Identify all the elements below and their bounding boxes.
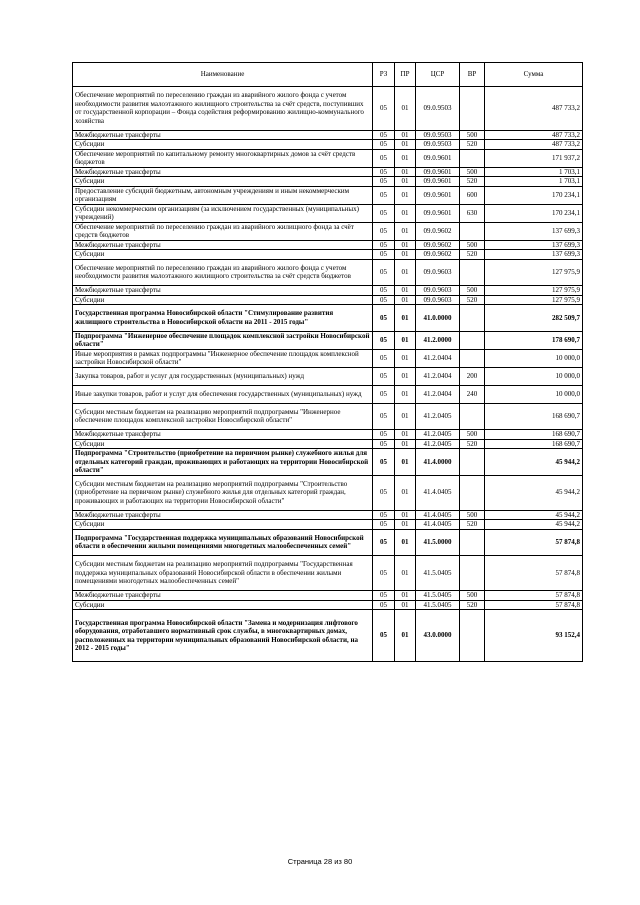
- cell-rz: 05: [373, 286, 395, 296]
- cell-name: Субсидии местным бюджетам на реализацию мероприятий подпрограммы "Строительство (приобретение на первичном рынке) служебного жилья для отдельных категорий граждан, проживающих и работающих на территории Новосибирской области": [73, 475, 373, 510]
- cell-csr: 41.4.0000: [416, 449, 460, 476]
- cell-csr: 09.0.9601: [416, 204, 460, 222]
- cell-rz: 05: [373, 295, 395, 305]
- cell-csr: 09.0.9503: [416, 87, 460, 131]
- table-row: [73, 439, 583, 449]
- cell-pr: 01: [395, 591, 416, 601]
- cell-vr: 500: [460, 130, 485, 140]
- cell-csr: 09.0.9602: [416, 240, 460, 250]
- cell-name: Межбюджетные трансферты: [73, 510, 373, 520]
- table-row: [73, 222, 583, 240]
- cell-rz: 05: [373, 331, 395, 349]
- cell-vr: 200: [460, 367, 485, 385]
- cell-name: Иные закупки товаров, работ и услуг для обеспечения государственных (муниципальных) нужд: [73, 385, 373, 403]
- table-row: [73, 295, 583, 305]
- cell-vr: 520: [460, 439, 485, 449]
- cell-rz: 05: [373, 439, 395, 449]
- cell-name: Субсидии местным бюджетам на реализацию мероприятий подпрограммы "Инженерное обеспечение площадок комплексной застройки Новосибирской области": [73, 403, 373, 430]
- cell-sum: 57 874,8: [485, 600, 583, 610]
- cell-pr: 01: [395, 385, 416, 403]
- table-header-row: [73, 63, 583, 87]
- cell-pr: 01: [395, 240, 416, 250]
- cell-sum: 178 690,7: [485, 331, 583, 349]
- table-row: [73, 600, 583, 610]
- cell-name: Межбюджетные трансферты: [73, 240, 373, 250]
- cell-name: Субсидии некоммерческим организациям (за исключением государственных (муниципальных) учреждений): [73, 204, 373, 222]
- table-row: [73, 475, 583, 510]
- cell-vr: [460, 349, 485, 367]
- cell-sum: 168 690,7: [485, 439, 583, 449]
- table-row: [73, 430, 583, 440]
- cell-csr: 09.0.9603: [416, 286, 460, 296]
- cell-name: Межбюджетные трансферты: [73, 167, 373, 177]
- cell-csr: 09.0.9503: [416, 140, 460, 150]
- cell-name: Субсидии: [73, 439, 373, 449]
- cell-rz: 05: [373, 610, 395, 662]
- table-row: [73, 259, 583, 286]
- cell-rz: 05: [373, 177, 395, 187]
- cell-sum: 282 509,7: [485, 305, 583, 332]
- cell-rz: 05: [373, 475, 395, 510]
- cell-name: Субсидии: [73, 140, 373, 150]
- cell-sum: 487 733,2: [485, 130, 583, 140]
- cell-sum: 57 874,8: [485, 591, 583, 601]
- cell-vr: [460, 331, 485, 349]
- cell-csr: 41.2.0404: [416, 385, 460, 403]
- cell-csr: 09.0.9601: [416, 167, 460, 177]
- cell-rz: 05: [373, 430, 395, 440]
- cell-sum: 10 000,0: [485, 385, 583, 403]
- cell-name: Субсидии: [73, 520, 373, 530]
- cell-vr: [460, 87, 485, 131]
- cell-name: Подпрограмма "Инженерное обеспечение площадок комплексной застройки Новосибирской области": [73, 331, 373, 349]
- cell-csr: 41.5.0000: [416, 529, 460, 556]
- cell-pr: 01: [395, 349, 416, 367]
- cell-sum: 10 000,0: [485, 349, 583, 367]
- table-row: [73, 167, 583, 177]
- cell-name: Межбюджетные трансферты: [73, 130, 373, 140]
- cell-name: Субсидии: [73, 250, 373, 260]
- cell-vr: [460, 259, 485, 286]
- cell-vr: 520: [460, 520, 485, 530]
- cell-pr: 01: [395, 331, 416, 349]
- cell-csr: 09.0.9602: [416, 222, 460, 240]
- cell-csr: 09.0.9601: [416, 149, 460, 167]
- cell-csr: 41.4.0405: [416, 510, 460, 520]
- cell-name: Обеспечение мероприятий по переселению граждан из аварийного жилищного фонда за счёт средств бюджетов: [73, 222, 373, 240]
- table-row: [73, 331, 583, 349]
- cell-sum: 127 975,9: [485, 295, 583, 305]
- table-row: [73, 250, 583, 260]
- cell-sum: 171 937,2: [485, 149, 583, 167]
- cell-sum: 1 703,1: [485, 167, 583, 177]
- table-row: [73, 186, 583, 204]
- cell-sum: 127 975,9: [485, 286, 583, 296]
- cell-vr: [460, 529, 485, 556]
- cell-sum: 168 690,7: [485, 403, 583, 430]
- table-row: [73, 204, 583, 222]
- cell-rz: 05: [373, 204, 395, 222]
- table-row: [73, 240, 583, 250]
- table-row: [73, 449, 583, 476]
- cell-pr: 01: [395, 87, 416, 131]
- cell-vr: 500: [460, 510, 485, 520]
- header-name: Наименование: [73, 63, 373, 87]
- cell-sum: 45 944,2: [485, 475, 583, 510]
- cell-sum: 127 975,9: [485, 259, 583, 286]
- cell-csr: 09.0.9601: [416, 186, 460, 204]
- cell-name: Подпрограмма "Государственная поддержка муниципальных образований Новосибирской области в обеспечении жилыми помещениями многодетных малообеспеченных семей": [73, 529, 373, 556]
- cell-sum: 45 944,2: [485, 510, 583, 520]
- header-rz: РЗ: [373, 63, 395, 87]
- cell-rz: 05: [373, 149, 395, 167]
- cell-csr: 41.2.0405: [416, 403, 460, 430]
- cell-pr: 01: [395, 475, 416, 510]
- cell-vr: 520: [460, 250, 485, 260]
- cell-csr: 09.0.9503: [416, 130, 460, 140]
- cell-vr: 520: [460, 177, 485, 187]
- cell-name: Закупка товаров, работ и услуг для государственных (муниципальных) нужд: [73, 367, 373, 385]
- cell-rz: 05: [373, 591, 395, 601]
- cell-sum: 170 234,1: [485, 204, 583, 222]
- cell-rz: 05: [373, 367, 395, 385]
- cell-rz: 05: [373, 403, 395, 430]
- cell-name: Государственная программа Новосибирской области "Замена и модернизация лифтового оборудования, отработавшего нормативный срок службы, в многоквартирных домах, расположенных на территории муниципальных образований Новосибирской области, на 2012 - 2015 годы": [73, 610, 373, 662]
- table-row: [73, 349, 583, 367]
- cell-pr: 01: [395, 520, 416, 530]
- cell-vr: [460, 403, 485, 430]
- table-body: [73, 87, 583, 662]
- cell-vr: 600: [460, 186, 485, 204]
- page-number: Страница 28 из 80: [287, 857, 353, 866]
- cell-sum: 137 699,3: [485, 250, 583, 260]
- cell-vr: [460, 475, 485, 510]
- cell-rz: 05: [373, 130, 395, 140]
- table-row: [73, 367, 583, 385]
- cell-csr: 41.0.0000: [416, 305, 460, 332]
- cell-pr: 01: [395, 204, 416, 222]
- cell-csr: 41.5.0405: [416, 556, 460, 591]
- header-sum: Сумма: [485, 63, 583, 87]
- cell-name: Обеспечение мероприятий по капитальному ремонту многоквартирных домов за счёт средств бюджетов: [73, 149, 373, 167]
- cell-pr: 01: [395, 305, 416, 332]
- cell-pr: 01: [395, 510, 416, 520]
- cell-rz: 05: [373, 600, 395, 610]
- table-row: [73, 529, 583, 556]
- cell-name: Субсидии: [73, 177, 373, 187]
- cell-pr: 01: [395, 186, 416, 204]
- table-row: [73, 591, 583, 601]
- cell-sum: 57 874,8: [485, 529, 583, 556]
- cell-pr: 01: [395, 439, 416, 449]
- cell-csr: 43.0.0000: [416, 610, 460, 662]
- cell-vr: [460, 305, 485, 332]
- table-row: [73, 403, 583, 430]
- cell-pr: 01: [395, 130, 416, 140]
- cell-csr: 09.0.9601: [416, 177, 460, 187]
- cell-csr: 41.4.0405: [416, 520, 460, 530]
- cell-name: Предоставление субсидий бюджетным, автономным учреждениям и иным некоммерческим организациям: [73, 186, 373, 204]
- cell-rz: 05: [373, 259, 395, 286]
- cell-sum: 45 944,2: [485, 520, 583, 530]
- header-vr: ВР: [460, 63, 485, 87]
- cell-pr: 01: [395, 600, 416, 610]
- cell-csr: 41.2.0405: [416, 439, 460, 449]
- cell-vr: 520: [460, 140, 485, 150]
- cell-sum: 45 944,2: [485, 449, 583, 476]
- document-page: [72, 62, 582, 662]
- cell-name: Субсидии: [73, 600, 373, 610]
- cell-pr: 01: [395, 529, 416, 556]
- table-row: [73, 140, 583, 150]
- cell-pr: 01: [395, 295, 416, 305]
- table-row: [73, 510, 583, 520]
- cell-vr: [460, 556, 485, 591]
- table-row: [73, 177, 583, 187]
- cell-name: Иные мероприятия в рамках подпрограммы "Инженерное обеспечение площадок комплексной застройки Новосибирской области": [73, 349, 373, 367]
- cell-rz: 05: [373, 167, 395, 177]
- cell-rz: 05: [373, 186, 395, 204]
- cell-vr: 520: [460, 600, 485, 610]
- cell-name: Обеспечение мероприятий по переселению граждан из аварийного жилого фонда с учетом необходимости развития малоэтажного жилищного строительства за счёт средств, поступивших от государственной корпорации – Фонда содействия реформированию жилищно-коммунального хозяйства: [73, 87, 373, 131]
- cell-csr: 09.0.9603: [416, 295, 460, 305]
- cell-name: Субсидии местным бюджетам на реализацию мероприятий подпрограммы "Государственная поддержка муниципальных образований Новосибирской области в обеспечении жилыми помещениями многодетных малообеспеченных семей": [73, 556, 373, 591]
- cell-csr: 41.2.0404: [416, 367, 460, 385]
- table-row: [73, 87, 583, 131]
- cell-pr: 01: [395, 610, 416, 662]
- cell-vr: 500: [460, 286, 485, 296]
- table-row: [73, 286, 583, 296]
- table-row: [73, 149, 583, 167]
- cell-rz: 05: [373, 349, 395, 367]
- cell-pr: 01: [395, 222, 416, 240]
- cell-pr: 01: [395, 250, 416, 260]
- cell-csr: 41.2.0405: [416, 430, 460, 440]
- table-row: [73, 520, 583, 530]
- cell-name: Государственная программа Новосибирской области "Стимулирование развития жилищного строительства в Новосибирской области на 2011 - 2015 годы": [73, 305, 373, 332]
- cell-vr: [460, 222, 485, 240]
- cell-name: Межбюджетные трансферты: [73, 286, 373, 296]
- cell-rz: 05: [373, 240, 395, 250]
- cell-rz: 05: [373, 510, 395, 520]
- cell-sum: 137 699,3: [485, 222, 583, 240]
- table-row: [73, 385, 583, 403]
- cell-name: Субсидии: [73, 295, 373, 305]
- cell-vr: 500: [460, 240, 485, 250]
- cell-csr: 09.0.9602: [416, 250, 460, 260]
- cell-rz: 05: [373, 222, 395, 240]
- header-pr: ПР: [395, 63, 416, 87]
- cell-vr: 500: [460, 167, 485, 177]
- cell-rz: 05: [373, 529, 395, 556]
- cell-csr: 41.5.0405: [416, 591, 460, 601]
- cell-pr: 01: [395, 286, 416, 296]
- header-csr: ЦСР: [416, 63, 460, 87]
- cell-pr: 01: [395, 556, 416, 591]
- cell-pr: 01: [395, 167, 416, 177]
- cell-sum: 170 234,1: [485, 186, 583, 204]
- cell-rz: 05: [373, 520, 395, 530]
- cell-vr: 500: [460, 591, 485, 601]
- cell-vr: [460, 610, 485, 662]
- cell-rz: 05: [373, 250, 395, 260]
- cell-name: Подпрограмма "Строительство (приобретение на первичном рынке) служебного жилья для отдельных категорий граждан, проживающих и работающих на территории Новосибирской области": [73, 449, 373, 476]
- table-row: [73, 130, 583, 140]
- cell-vr: 630: [460, 204, 485, 222]
- cell-vr: 240: [460, 385, 485, 403]
- cell-sum: 93 152,4: [485, 610, 583, 662]
- cell-pr: 01: [395, 177, 416, 187]
- cell-rz: 05: [373, 385, 395, 403]
- cell-vr: [460, 149, 485, 167]
- cell-vr: 500: [460, 430, 485, 440]
- table-row: [73, 305, 583, 332]
- cell-pr: 01: [395, 449, 416, 476]
- cell-sum: 168 690,7: [485, 430, 583, 440]
- cell-csr: 09.0.9603: [416, 259, 460, 286]
- cell-sum: 57 874,8: [485, 556, 583, 591]
- cell-rz: 05: [373, 556, 395, 591]
- cell-csr: 41.2.0404: [416, 349, 460, 367]
- cell-sum: 1 703,1: [485, 177, 583, 187]
- cell-pr: 01: [395, 149, 416, 167]
- table-row: [73, 610, 583, 662]
- cell-pr: 01: [395, 403, 416, 430]
- cell-sum: 487 733,2: [485, 87, 583, 131]
- cell-csr: 41.2.0000: [416, 331, 460, 349]
- cell-rz: 05: [373, 305, 395, 332]
- cell-pr: 01: [395, 140, 416, 150]
- table-row: [73, 556, 583, 591]
- cell-name: Обеспечение мероприятий по переселению граждан из аварийного жилого фонда с учетом необходимости развития малоэтажного жилищного строительства за счёт средств бюджетов: [73, 259, 373, 286]
- cell-name: Межбюджетные трансферты: [73, 430, 373, 440]
- budget-table: [72, 62, 583, 662]
- cell-sum: 487 733,2: [485, 140, 583, 150]
- cell-sum: 137 699,3: [485, 240, 583, 250]
- cell-rz: 05: [373, 449, 395, 476]
- cell-vr: 520: [460, 295, 485, 305]
- cell-rz: 05: [373, 87, 395, 131]
- cell-vr: [460, 449, 485, 476]
- cell-csr: 41.4.0405: [416, 475, 460, 510]
- cell-pr: 01: [395, 430, 416, 440]
- cell-name: Межбюджетные трансферты: [73, 591, 373, 601]
- cell-csr: 41.5.0405: [416, 600, 460, 610]
- cell-pr: 01: [395, 259, 416, 286]
- cell-rz: 05: [373, 140, 395, 150]
- cell-sum: 10 000,0: [485, 367, 583, 385]
- cell-pr: 01: [395, 367, 416, 385]
